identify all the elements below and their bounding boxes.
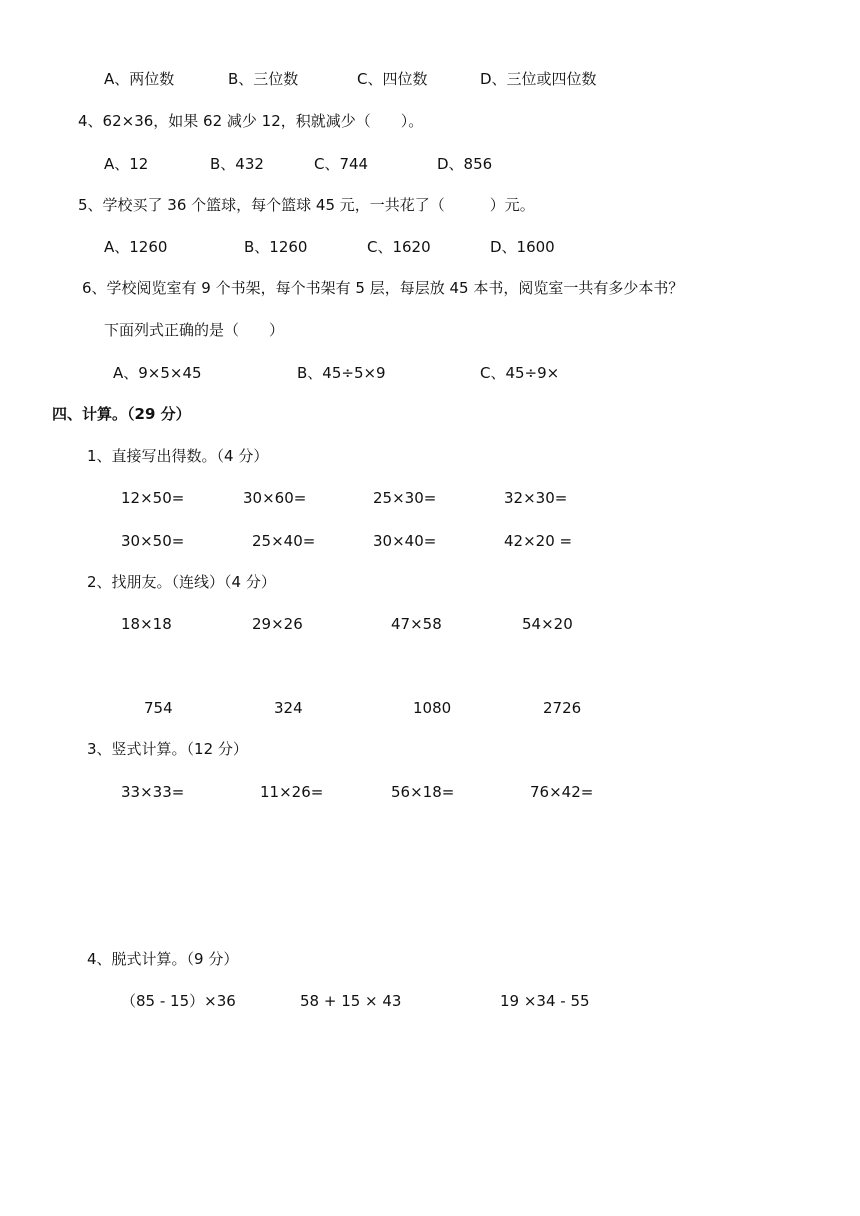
q6-option-c: C、45÷9×: [480, 364, 560, 382]
q3-option-d: D、三位或四位数: [480, 70, 597, 88]
oral-calc-item: 30×40=: [373, 532, 437, 550]
oral-calc-item: 32×30=: [504, 489, 568, 507]
q3-option-a: A、两位数: [104, 70, 175, 88]
q4-option-c: C、744: [314, 155, 369, 173]
part-1-title: 1、直接写出得数。（4 分）: [87, 447, 269, 465]
match-expression: 18×18: [121, 615, 172, 633]
part-2-title: 2、找朋友。（连线）（4 分）: [87, 573, 276, 591]
q5-stem: 5、学校买了 36 个篮球，每个篮球 45 元，一共花了（ ）元。: [78, 196, 535, 214]
oral-calc-item: 30×60=: [243, 489, 307, 507]
q4-option-b: B、432: [210, 155, 264, 173]
match-result: 324: [274, 699, 303, 717]
step-calc-item: 19 ×34 - 55: [500, 992, 590, 1010]
q5-option-a: A、1260: [104, 238, 168, 256]
match-expression: 47×58: [391, 615, 442, 633]
vertical-calc-item: 11×26=: [260, 783, 324, 801]
part-4-title: 4、脱式计算。（9 分）: [87, 950, 239, 968]
q4-option-d: D、856: [437, 155, 493, 173]
q4-option-a: A、12: [104, 155, 149, 173]
part-3-title: 3、竖式计算。（12 分）: [87, 740, 248, 758]
step-calc-item: （85 - 15）×36: [121, 992, 236, 1010]
q3-option-b: B、三位数: [228, 70, 299, 88]
q5-option-c: C、1620: [367, 238, 431, 256]
q4-stem: 4、62×36，如果 62 减少 12，积就减少（ ）。: [78, 112, 424, 130]
oral-calc-item: 30×50=: [121, 532, 185, 550]
match-expression: 29×26: [252, 615, 303, 633]
q3-option-c: C、四位数: [357, 70, 428, 88]
oral-calc-item: 12×50=: [121, 489, 185, 507]
q6-stem: 6、学校阅览室有 9 个书架，每个书架有 5 层，每层放 45 本书，阅览室一共有多少本书？: [82, 279, 684, 297]
match-expression: 54×20: [522, 615, 573, 633]
q5-option-d: D、1600: [490, 238, 555, 256]
q6-option-a: A、9×5×45: [113, 364, 202, 382]
step-calc-item: 58 + 15 × 43: [300, 992, 402, 1010]
oral-calc-item: 25×30=: [373, 489, 437, 507]
q6-stem-2: 下面列式正确的是（ ）: [104, 321, 285, 339]
match-result: 754: [144, 699, 173, 717]
q6-option-b: B、45÷5×9: [297, 364, 386, 382]
oral-calc-item: 42×20 =: [504, 532, 573, 550]
oral-calc-item: 25×40=: [252, 532, 316, 550]
vertical-calc-item: 76×42=: [530, 783, 594, 801]
match-result: 2726: [543, 699, 582, 717]
q5-option-b: B、1260: [244, 238, 308, 256]
vertical-calc-item: 56×18=: [391, 783, 455, 801]
section-4-title: 四、计算。（29 分）: [52, 405, 191, 423]
match-result: 1080: [413, 699, 452, 717]
vertical-calc-item: 33×33=: [121, 783, 185, 801]
